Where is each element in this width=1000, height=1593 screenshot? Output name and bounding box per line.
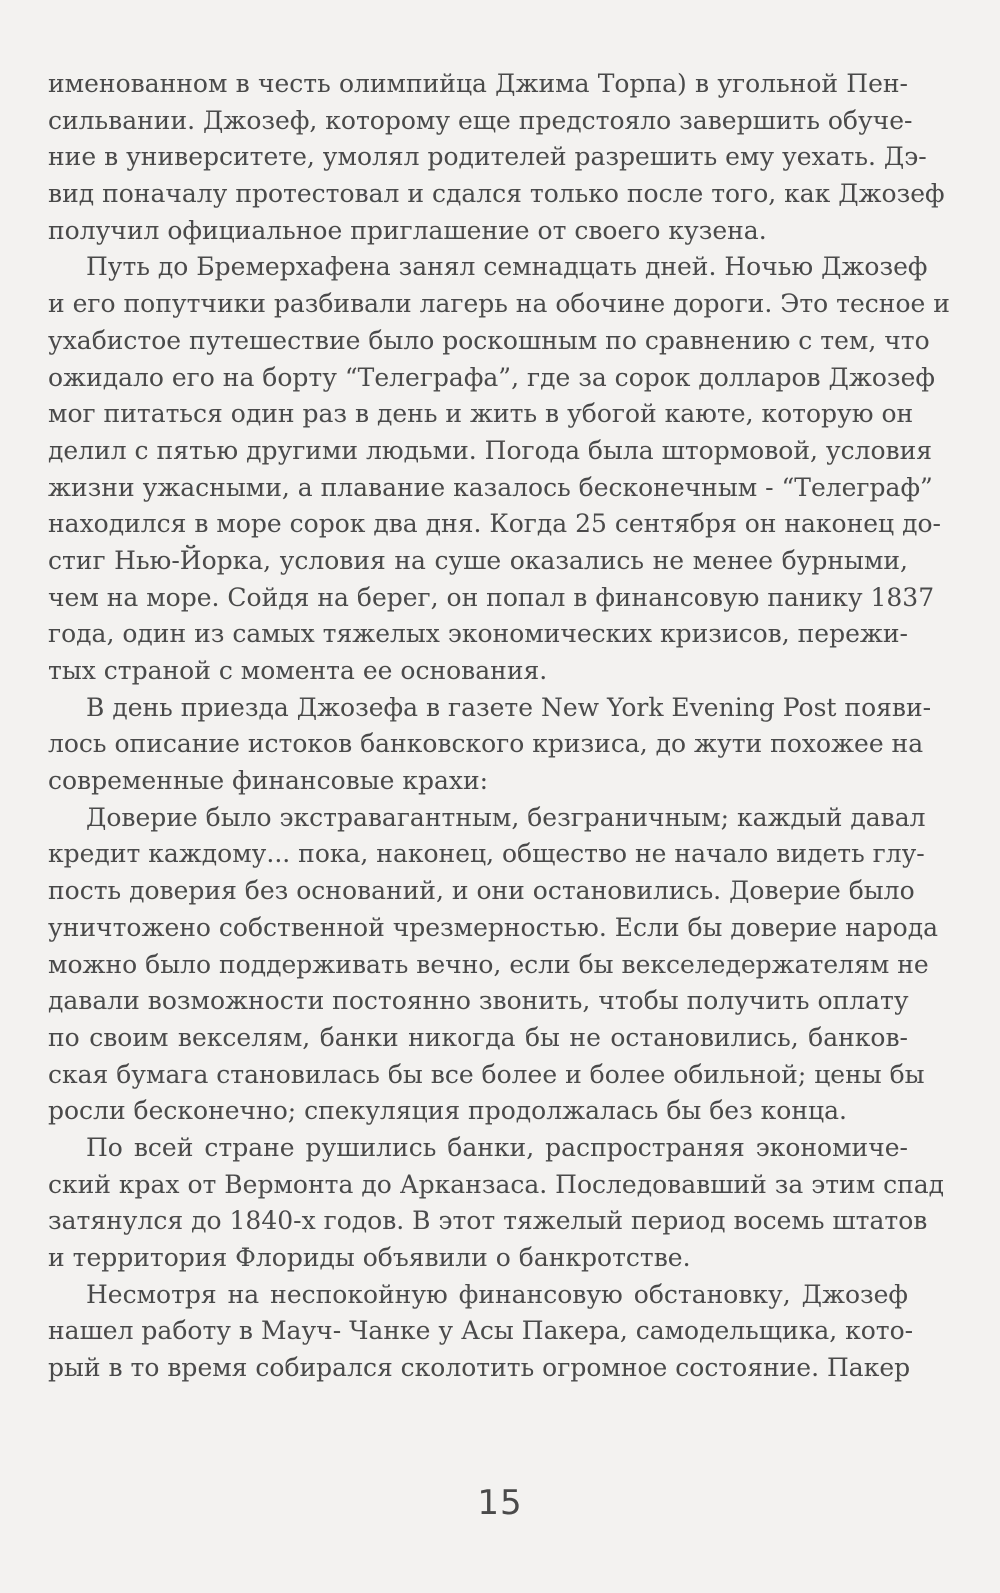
- text-line: года, один из самых тяжелых экономических кризисов, пережи-: [48, 619, 908, 649]
- text-line: именованном в честь олимпийца Джима Торпа) в угольной Пен-: [48, 69, 908, 98]
- text-line: уничтожено собственной чрезмерностью. Если бы доверие народа: [48, 912, 938, 942]
- text-line: ский крах от Вермонта до Арканзаса. Последовавший за этим спад: [48, 1169, 945, 1199]
- text-line: и территория Флориды объявили о банкротстве.: [48, 1243, 691, 1272]
- text-line: пость доверия без оснований, и они остановились. Доверие было: [48, 876, 915, 906]
- paragraph: [48, 249, 950, 689]
- text-line: ухабистое путешествие было роскошным по сравнению с тем, что: [48, 325, 930, 355]
- text-line: Несмотря на неспокойную финансовую обстановку, Джозеф: [86, 1279, 908, 1309]
- text-line: жизни ужасными, а плавание казалось бесконечным - “Телеграф”: [48, 472, 933, 502]
- text-line: ожидало его на борту “Телеграфа”, где за сорок долларов Джозеф: [48, 362, 935, 392]
- paragraph: [48, 1130, 945, 1277]
- paragraph: [48, 690, 932, 800]
- text-line: мог питаться один раз в день и жить в убогой каюте, которую он: [48, 399, 914, 429]
- text-line: делил с пятью другими людьми. Погода была штормовой, условия: [48, 435, 933, 465]
- text-line: стиг Нью-Йорка, условия на суше оказались не менее бурными,: [48, 545, 908, 575]
- page-body: [48, 66, 950, 1387]
- page-number: 15: [477, 1483, 523, 1523]
- text-line: ние в университете, умолял родителей разрешить ему уехать. Дэ-: [48, 142, 927, 172]
- text-line: находился в море сорок два дня. Когда 25 сентября он наконец до-: [48, 509, 941, 539]
- text-line: нашел работу в Мауч- Чанке у Асы Пакера, самодельщика, кото-: [48, 1316, 914, 1346]
- text-line: можно было поддерживать вечно, если бы векселедержателям не: [48, 949, 929, 979]
- text-line: рый в то время собирался сколотить огромное состояние. Пакер: [48, 1353, 911, 1383]
- text-line: лось описание истоков банковского кризиса, до жути похожее на: [48, 729, 924, 759]
- text-line: росли бесконечно; спекуляция продолжалась бы без конца.: [48, 1096, 847, 1126]
- text-line: По всей стране рушились банки, распространяя экономиче-: [86, 1132, 908, 1162]
- text-line: и его попутчики разбивали лагерь на обочине дороги. Это тесное и: [48, 289, 950, 319]
- text-line: сильвании. Джозеф, которому еще предстояло завершить обуче-: [48, 105, 913, 135]
- paragraph: [48, 66, 945, 249]
- text-line: В день приезда Джозефа в газете New York Evening Post появи-: [86, 692, 932, 722]
- text-line: чем на море. Сойдя на берег, он попал в финансовую панику 1837: [48, 582, 935, 612]
- text-line: тых страной с момента ее основания.: [48, 656, 548, 685]
- text-line: ская бумага становилась бы все более и более обильной; цены бы: [48, 1059, 925, 1089]
- text-line: по своим векселям, банки никогда бы не остановились, банков-: [48, 1022, 908, 1052]
- text-line: затянулся до 1840-х годов. В этот тяжелый период восемь штатов: [48, 1206, 928, 1236]
- text-line: Путь до Бремерхафена занял семнадцать дней. Ночью Джозеф: [86, 252, 928, 282]
- text-line: давали возможности постоянно звонить, чтобы получить оплату: [48, 986, 909, 1016]
- text-line: кредит каждому... пока, наконец, общество не начало видеть глу-: [48, 839, 925, 869]
- text-line: современные финансовые крахи:: [48, 766, 489, 796]
- text-line: Доверие было экстравагантным, безграничным; каждый давал: [86, 802, 926, 832]
- text-line: получил официальное приглашение от своего кузена.: [48, 215, 767, 245]
- quote-paragraph: [48, 800, 938, 1130]
- paragraph: [48, 1277, 914, 1387]
- text-line: вид поначалу протестовал и сдался только после того, как Джозеф: [48, 179, 945, 209]
